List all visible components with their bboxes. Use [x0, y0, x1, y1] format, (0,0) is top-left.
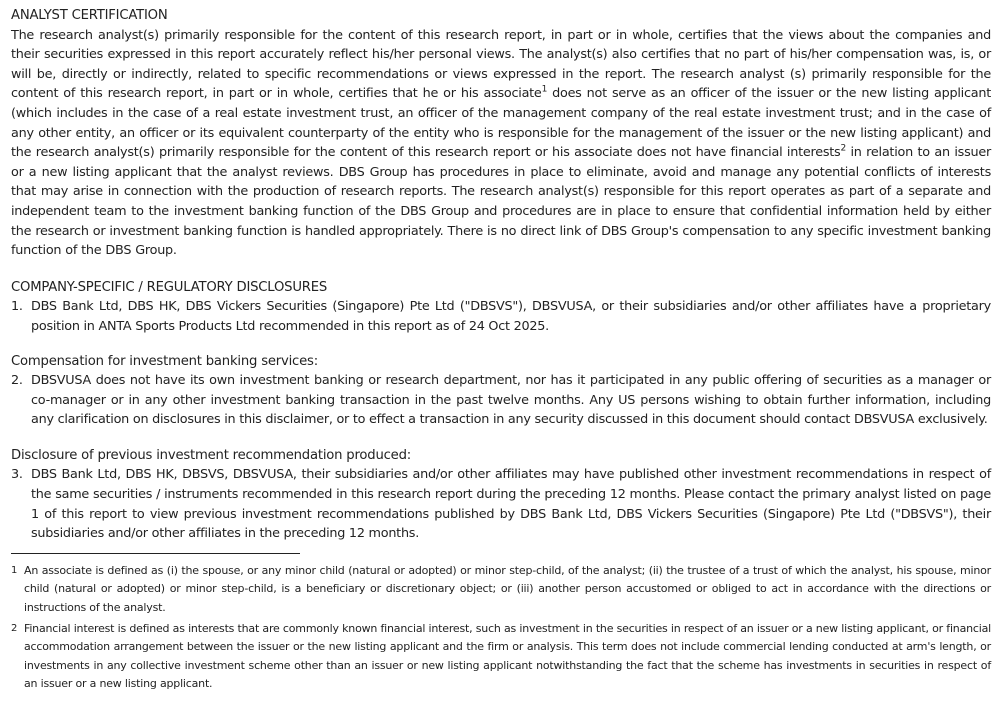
- disclosure-item-text: DBS Bank Ltd, DBS HK, DBS Vickers Securities (Singapore) Pte Ltd ("DBSVS"), DBSVUSA, or their subsidiaries and/or other affiliates have a proprietary position in ANTA Sports Products Ltd recommended in this report as of 24 Oct 2025.: [31, 299, 991, 334]
- footnote-divider: [11, 553, 300, 554]
- footnote-text: Financial interest is defined as interests that are commonly known financial interest, such as investment in the securities in respect of an issuer or a new listing applicant, or financial accommodation arrangement between the issuer or the new listing applicant and the firm or analysis. This term does not include commercial lending conducted at arm's length, or investments in any collective investment scheme other than an issuer or new listing applicant notwithstanding the fact that the scheme has investments in securities in respect of an issuer or a new listing applicant.: [24, 622, 991, 691]
- company-disclosures-heading: COMPANY-SPECIFIC / REGULATORY DISCLOSURES: [11, 279, 328, 295]
- footnote-1: [11, 562, 991, 617]
- analyst-certification-text: [11, 26, 991, 261]
- footnote-number: 1: [11, 564, 18, 576]
- certification-text-part-3: in relation to an issuer or a new listing applicant that the analyst reviews. DBS Group has procedures in place to eliminate, avoid and manage any potential conflicts of interests that may arise in connection with the production of research reports. The research analyst(s) responsible for this report operates as part of a separate and independent team to the investment banking function of the DBS Group and procedures are in place to ensure that confidential information held by either the research or investment banking function is handled appropriately. There is no direct link of DBS Group's compensation to any specific investment banking function of the DBS Group.: [11, 145, 991, 259]
- footnote-2: [11, 620, 991, 694]
- disclosure-item-number: 2.: [11, 373, 23, 389]
- company-disclosures-section: [11, 278, 991, 337]
- footnote-ref-2: 2: [840, 143, 846, 154]
- disclosure-item-number: 1.: [11, 299, 23, 315]
- disclosure-item-1: [11, 297, 991, 336]
- compensation-section: [11, 352, 991, 430]
- footnotes-section: [11, 562, 991, 694]
- disclosure-item-3: [11, 465, 991, 543]
- previous-recommendation-heading: Disclosure of previous investment recommendation produced:: [11, 447, 411, 463]
- disclosure-item-text: DBSVUSA does not have its own investment banking or research department, nor has it participated in any public offering of securities as a manager or co-manager or in any other investment banking transaction in the past twelve months. Any US persons wishing to obtain further information, including any clarification on disclosures in this disclaimer, or to effect a transaction in any security discussed in this document should contact DBSVUSA exclusively.: [31, 373, 991, 428]
- footnote-text: An associate is defined as (i) the spouse, or any minor child (natural or adopted) or minor step-child, of the analyst; (ii) the trustee of a trust of which the analyst, his spouse, minor child (natural or adopted) or minor step-child, is a beneficiary or discretionary object; or (iii) another person accustomed or obliged to act in accordance with the directions or instructions of the analyst.: [24, 563, 991, 614]
- previous-recommendation-section: [11, 446, 991, 544]
- certification-text-part-2: does not serve as an officer of the issuer or the new listing applicant (which includes in the case of a real estate investment trust, an officer of the management company of the real estate investment trust; and in the case of any other entity, an officer or its equivalent counterparty of the entity who is responsible for the management of the issuer or the new listing applicant) and the research analyst(s) primarily responsible for the content of this research report or his associate does not have financial interests: [11, 86, 991, 161]
- footnote-ref-1: 1: [541, 85, 548, 96]
- disclosure-item-number: 3.: [11, 467, 23, 483]
- disclosure-item-text: DBS Bank Ltd, DBS HK, DBSVS, DBSVUSA, their subsidiaries and/or other affiliates may have published other investment recommendations in respect of the same securities / instruments recommended in this research report during the preceding 12 months. Please contact the primary analyst listed on page 1 of this report to view previous investment recommendations published by DBS Bank Ltd, DBS Vickers Securities (Singapore) Pte Ltd ("DBSVS"), their subsidiaries and/or other affiliates in the preceding 12 months.: [31, 467, 991, 542]
- footnote-number: 2: [11, 623, 18, 635]
- disclosure-item-2: [11, 371, 991, 430]
- certification-text-part-1: The research analyst(s) primarily responsible for the content of this research report, in part or in whole, certifies that the views about the companies and their securities expressed in this report accurately reflect his/her personal views. The analyst(s) also certifies that no part of his/her compensation was, is, or will be, directly or indirectly, related to specific recommendations or views expressed in the report. The research analyst (s) primarily responsible for the content of this research report, in part or in whole, certifies that he or his associate: [11, 27, 991, 102]
- analyst-certification-section: [11, 6, 991, 261]
- analyst-certification-heading: ANALYST CERTIFICATION: [11, 8, 168, 23]
- compensation-heading: Compensation for investment banking services:: [11, 353, 318, 369]
